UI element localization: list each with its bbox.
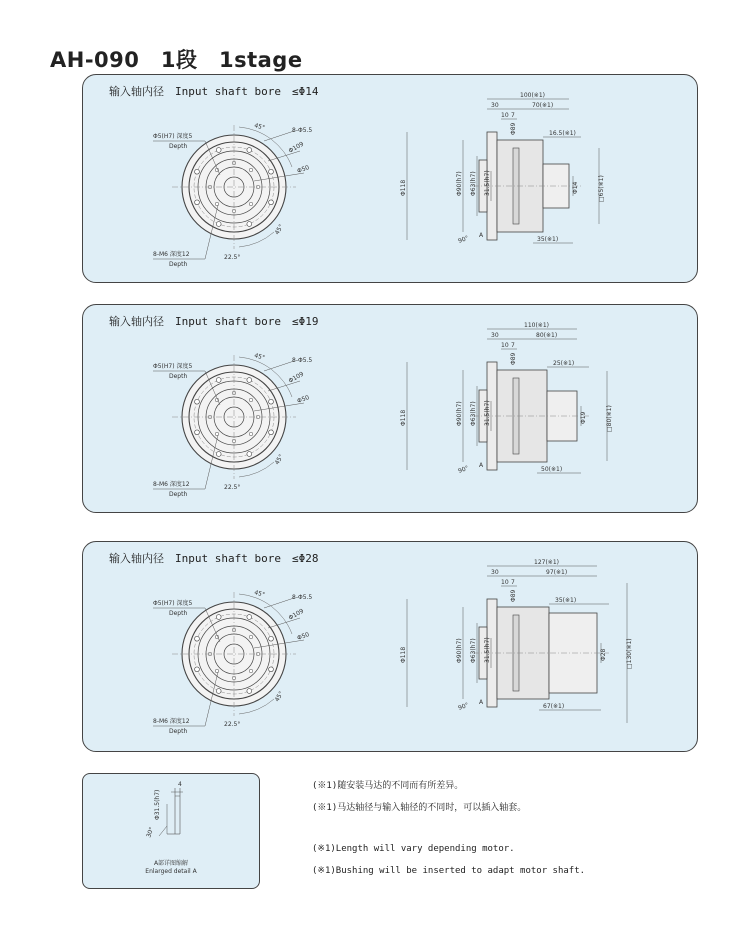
angle-label-3: 22.5° xyxy=(224,721,241,728)
pcd-label: Φ109 xyxy=(287,140,306,155)
dim-d10: 10 xyxy=(501,579,509,586)
angle-label-1: 45° xyxy=(253,589,266,599)
angle-label-1: 45° xyxy=(253,122,266,132)
leader xyxy=(264,598,294,608)
thread-label: 8-M6 深度12 xyxy=(153,481,190,488)
note-cn-2: (※1)马达轴径与输入轴径的不同时，可以插入轴套。 xyxy=(312,803,527,813)
dim-shaft-dia: Φ14 xyxy=(572,181,579,194)
dim-shaft-dia: Φ28 xyxy=(600,648,607,661)
dim-dia118: Φ118 xyxy=(400,179,407,196)
angle-label-3: 22.5° xyxy=(224,484,241,491)
thread-hole xyxy=(249,398,253,402)
bolt-hole xyxy=(195,399,200,404)
bolt-hole xyxy=(247,452,252,457)
front-view xyxy=(153,589,312,735)
dim-d30: 30 xyxy=(491,569,499,576)
dim-d8: Φ89 xyxy=(510,122,517,135)
dim-dia63: Φ63(h7) xyxy=(470,401,477,426)
dim-overall: 110(※1) xyxy=(524,322,549,329)
thread-label: 8-M6 深度12 xyxy=(153,251,190,258)
bolt-hole xyxy=(269,636,274,641)
dim-dia63: Φ63(h7) xyxy=(470,638,477,663)
bolt-hole xyxy=(269,169,274,174)
dim-d30: 30 xyxy=(491,102,499,109)
dim-shaft-dia: Φ19 xyxy=(580,411,587,424)
dim-d70: 70(※1) xyxy=(532,102,554,109)
bolt-label: 8-Φ5.5 xyxy=(292,127,313,134)
bolt-hole xyxy=(269,430,274,435)
dim-dia118: Φ118 xyxy=(400,409,407,426)
bolt-hole xyxy=(216,378,221,383)
thread-hole xyxy=(215,669,219,673)
panel-shaft-bore-28 xyxy=(82,541,698,752)
detail-dim-4: 4 xyxy=(178,781,182,788)
dim-overall: 127(※1) xyxy=(534,559,559,566)
marker-a: A xyxy=(479,699,484,706)
bolt-hole xyxy=(269,667,274,672)
panel-drawing xyxy=(83,75,697,284)
bolt-hole xyxy=(195,169,200,174)
note-en-1: (※1)Length will vary depending motor. xyxy=(312,844,515,854)
dim-dia90: Φ90(h7) xyxy=(456,401,463,426)
bolt-hole xyxy=(269,399,274,404)
dim-d7: 7 xyxy=(511,342,515,349)
detail-caption-cn: A部详图缩解 xyxy=(153,860,189,867)
dim-dia31: 31.5(h7) xyxy=(484,637,491,663)
bolt-hole xyxy=(216,222,221,227)
hole-label: Φ5(H7) 深度5 xyxy=(153,133,193,140)
thread-hole xyxy=(249,669,253,673)
dim-d7: 7 xyxy=(511,579,515,586)
bolt-hole xyxy=(247,615,252,620)
marker-a: A xyxy=(479,462,484,469)
pcd-label: Φ109 xyxy=(287,370,306,385)
side-view xyxy=(400,92,605,245)
angle-label-2: 45° xyxy=(273,453,286,466)
hole-depth-label: Depth xyxy=(169,143,188,150)
front-view xyxy=(153,352,312,498)
bore-label: Φ50 xyxy=(296,631,311,642)
hole-label: Φ5(H7) 深度5 xyxy=(153,600,193,607)
dim-dia63: Φ63(h7) xyxy=(470,171,477,196)
bolt-hole xyxy=(216,615,221,620)
thread-hole xyxy=(249,168,253,172)
detail-dim-30: 30° xyxy=(145,826,156,839)
leader xyxy=(264,361,294,371)
detail-a-panel xyxy=(82,773,260,889)
page-title: AH-090 1段 1stage xyxy=(50,48,303,72)
dim-motor-len: 16.5(※1) xyxy=(549,130,576,137)
dim-pilot-len: 50(※1) xyxy=(541,466,563,473)
hole-label: Φ5(H7) 深度5 xyxy=(153,363,193,370)
detail-dim-dia: Φ31.5(h7) xyxy=(154,789,161,820)
bolt-hole xyxy=(247,378,252,383)
dim-chamfer: 90° xyxy=(457,234,470,245)
dim-motor-len: 25(※1) xyxy=(553,360,575,367)
bolt-label: 8-Φ5.5 xyxy=(292,594,313,601)
bolt-hole xyxy=(216,689,221,694)
dim-d10: 10 xyxy=(501,112,509,119)
panel-shaft-bore-19 xyxy=(82,304,698,513)
pcd-label: Φ109 xyxy=(287,607,306,622)
hole-depth-label: Depth xyxy=(169,610,188,617)
angle-label-2: 45° xyxy=(273,223,286,236)
bore-label: Φ50 xyxy=(296,164,311,175)
dim-motor-len: 35(※1) xyxy=(555,597,577,604)
detail-caption-en: Enlarged detail A xyxy=(145,868,197,875)
dim-d10: 10 xyxy=(501,342,509,349)
bolt-hole xyxy=(269,200,274,205)
panel-shaft-bore-14 xyxy=(82,74,698,283)
dim-flange: □130(※1) xyxy=(626,638,633,669)
bolt-hole xyxy=(195,430,200,435)
angle-label-3: 22.5° xyxy=(224,254,241,261)
panel-heading: 输入轴内径 Input shaft bore ≤Φ28 xyxy=(109,552,319,565)
side-view xyxy=(400,559,633,723)
note-en-2: (※1)Bushing will be inserted to adapt motor shaft. xyxy=(312,866,586,876)
bolt-hole xyxy=(195,636,200,641)
dim-d8: Φ89 xyxy=(510,589,517,602)
dim-dia118: Φ118 xyxy=(400,646,407,663)
dim-pilot-len: 35(※1) xyxy=(537,236,559,243)
panel-drawing xyxy=(83,542,697,751)
panel-heading: 输入轴内径 Input shaft bore ≤Φ14 xyxy=(109,85,319,98)
bolt-hole xyxy=(247,689,252,694)
bolt-hole xyxy=(195,200,200,205)
thread-hole xyxy=(215,202,219,206)
dim-d30: 30 xyxy=(491,332,499,339)
thread-hole xyxy=(249,635,253,639)
thread-depth-label: Depth xyxy=(169,491,188,498)
panel-heading: 输入轴内径 Input shaft bore ≤Φ19 xyxy=(109,315,319,328)
bolt-hole xyxy=(247,222,252,227)
thread-depth-label: Depth xyxy=(169,261,188,268)
thread-label: 8-M6 深度12 xyxy=(153,718,190,725)
note-cn-1: (※1)随安装马达的不同而有所差异。 xyxy=(312,781,464,791)
bolt-label: 8-Φ5.5 xyxy=(292,357,313,364)
bolt-hole xyxy=(195,667,200,672)
dim-chamfer: 90° xyxy=(457,701,470,712)
bolt-hole xyxy=(247,148,252,153)
bolt-hole xyxy=(216,452,221,457)
dim-d70: 80(※1) xyxy=(536,332,558,339)
dim-dia90: Φ90(h7) xyxy=(456,638,463,663)
dim-flange: □65(※1) xyxy=(598,175,605,202)
dim-flange: □80(※1) xyxy=(606,405,613,432)
leader xyxy=(264,131,294,141)
dim-d7: 7 xyxy=(511,112,515,119)
dim-d70: 97(※1) xyxy=(546,569,568,576)
dim-overall: 100(※1) xyxy=(520,92,545,99)
bolt-hole xyxy=(216,148,221,153)
angle-label-2: 45° xyxy=(273,690,286,703)
dim-pilot-len: 67(※1) xyxy=(543,703,565,710)
dim-dia31: 31.5(h7) xyxy=(484,400,491,426)
dim-dia31: 31.5(h7) xyxy=(484,170,491,196)
side-view xyxy=(400,322,613,475)
bore-label: Φ50 xyxy=(296,394,311,405)
dim-chamfer: 90° xyxy=(457,464,470,475)
angle-label-1: 45° xyxy=(253,352,266,362)
marker-a: A xyxy=(479,232,484,239)
front-view xyxy=(153,122,312,268)
panel-drawing xyxy=(83,305,697,514)
thread-hole xyxy=(249,432,253,436)
thread-depth-label: Depth xyxy=(169,728,188,735)
thread-hole xyxy=(215,432,219,436)
dim-d8: Φ89 xyxy=(510,352,517,365)
thread-hole xyxy=(249,202,253,206)
dim-dia90: Φ90(h7) xyxy=(456,171,463,196)
hole-depth-label: Depth xyxy=(169,373,188,380)
